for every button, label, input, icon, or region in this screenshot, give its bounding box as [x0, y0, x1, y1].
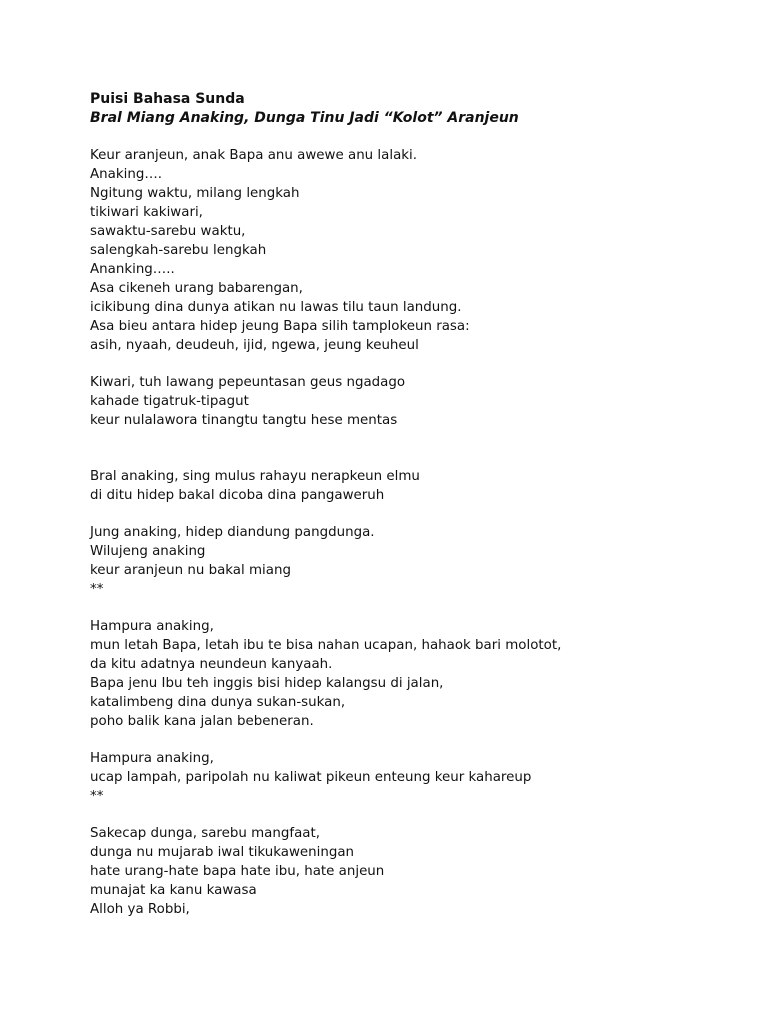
poem-line: Hampura anaking, — [90, 619, 214, 634]
poem-line: mun letah Bapa, letah ibu te bisa nahan ucapan, hahaok bari molotot, — [90, 638, 562, 653]
poem-line: keur aranjeun nu bakal miang — [90, 563, 291, 578]
poem-line: poho balik kana jalan bebeneran. — [90, 714, 314, 729]
poem-line: icikibung dina dunya atikan nu lawas tilu taun landung. — [90, 300, 462, 315]
stanza-6 — [90, 749, 730, 806]
poem-line: tikiwari kakiwari, — [90, 205, 203, 220]
poem-line: ucap lampah, paripolah nu kaliwat pikeun enteung keur kahareup — [90, 770, 532, 785]
poem-line: keur nulalawora tinangtu tangtu hese mentas — [90, 413, 398, 428]
stanza-1 — [90, 146, 730, 355]
poem-line: Hampura anaking, — [90, 751, 214, 766]
poem-line: Jung anaking, hidep diandung pangdunga. — [90, 525, 375, 540]
stanza-2 — [90, 373, 730, 430]
stanza-3 — [90, 467, 730, 505]
poem-line: sawaktu-sarebu waktu, — [90, 224, 246, 239]
poem-line: Asa cikeneh urang babarengan, — [90, 281, 303, 296]
document-title: Puisi Bahasa Sunda — [90, 91, 245, 107]
poem-line: Kiwari, tuh lawang pepeuntasan geus ngadago — [90, 375, 406, 390]
poem-line: Keur aranjeun, anak Bapa anu awewe anu lalaki. — [90, 148, 418, 163]
poem-line: Wilujeng anaking — [90, 544, 206, 559]
spacer — [90, 806, 730, 824]
poem-line: Alloh ya Robbi, — [90, 902, 190, 917]
poem-line: Ananking….. — [90, 262, 175, 277]
spacer — [90, 599, 730, 617]
poem-line: da kitu adatnya neundeun kanyaah. — [90, 657, 333, 672]
poem-line: kahade tigatruk-tipagut — [90, 394, 249, 409]
spacer — [90, 355, 730, 373]
poem-line: munajat ka kanu kawasa — [90, 883, 257, 898]
poem-line: Asa bieu antara hidep jeung Bapa silih tamplokeun rasa: — [90, 319, 470, 334]
spacer — [90, 128, 730, 146]
stanza-7 — [90, 824, 730, 919]
stanza-5 — [90, 617, 730, 731]
section-separator: ** — [90, 789, 104, 804]
stanza-4 — [90, 523, 730, 599]
poem-line: katalimbeng dina dunya sukan-sukan, — [90, 695, 346, 710]
section-separator: ** — [90, 582, 104, 597]
spacer — [90, 731, 730, 749]
poem-line: Bapa jenu Ibu teh inggis bisi hidep kalangsu di jalan, — [90, 676, 444, 691]
document-page — [90, 90, 730, 919]
poem-line: salengkah-sarebu lengkah — [90, 243, 267, 258]
poem-line: Anaking…. — [90, 167, 162, 182]
poem-title: Bral Miang Anaking, Dunga Tinu Jadi “Kolot” Aranjeun — [90, 110, 519, 126]
spacer — [90, 430, 730, 467]
spacer — [90, 505, 730, 523]
poem-line: hate urang-hate bapa hate ibu, hate anjeun — [90, 864, 385, 879]
poem-line: di ditu hidep bakal dicoba dina pangaweruh — [90, 488, 385, 503]
poem-line: Bral anaking, sing mulus rahayu nerapkeun elmu — [90, 469, 420, 484]
poem-line: Ngitung waktu, milang lengkah — [90, 186, 300, 201]
poem-line: dunga nu mujarab iwal tikukaweningan — [90, 845, 355, 860]
poem-line: Sakecap dunga, sarebu mangfaat, — [90, 826, 320, 841]
poem-line: asih, nyaah, deudeuh, ijid, ngewa, jeung keuheul — [90, 338, 419, 353]
